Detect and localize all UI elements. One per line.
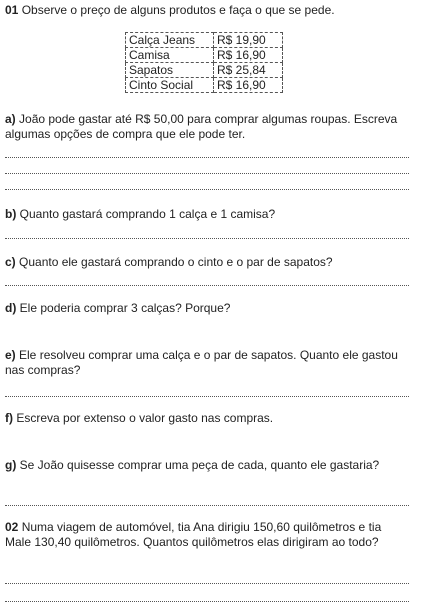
part-b bbox=[5, 207, 275, 221]
answer-line[interactable] bbox=[5, 189, 409, 190]
product-name: Camisa bbox=[126, 48, 214, 63]
part-d bbox=[5, 301, 230, 315]
answer-line[interactable] bbox=[5, 173, 409, 174]
part-letter: d) bbox=[5, 301, 17, 315]
answer-line[interactable] bbox=[5, 396, 409, 397]
answer-line[interactable] bbox=[5, 157, 409, 158]
part-f bbox=[5, 411, 273, 425]
question-number: 01 bbox=[5, 3, 19, 17]
answer-line[interactable] bbox=[5, 583, 409, 584]
part-letter: f) bbox=[5, 411, 13, 425]
answer-line[interactable] bbox=[5, 285, 409, 286]
question-number: 02 bbox=[5, 520, 19, 534]
table-row bbox=[126, 78, 283, 93]
question-text: Numa viagem de automóvel, tia Ana dirigiu 150,60 quilômetros e tia Male 130,40 quilômetros. Quantos quilômetros elas dirigiram ao todo? bbox=[5, 520, 382, 549]
product-price: R$ 19,90 bbox=[214, 33, 283, 48]
product-name: Calça Jeans bbox=[126, 33, 214, 48]
product-price: R$ 25,84 bbox=[214, 63, 283, 78]
part-c bbox=[5, 255, 333, 269]
part-letter: b) bbox=[5, 207, 17, 221]
part-letter: a) bbox=[5, 112, 16, 126]
product-name: Sapatos bbox=[126, 63, 214, 78]
question-02 bbox=[5, 520, 409, 550]
part-text: Ele resolveu comprar uma calça e o par de sapatos. Quanto ele gastou nas compras? bbox=[5, 348, 398, 377]
product-price: R$ 16,90 bbox=[214, 78, 283, 93]
product-name: Cinto Social bbox=[126, 78, 214, 93]
answer-line[interactable] bbox=[5, 505, 409, 506]
question-intro: Observe o preço de alguns produtos e faça o que se pede. bbox=[21, 3, 335, 17]
part-letter: g) bbox=[5, 458, 17, 472]
part-a bbox=[5, 112, 409, 142]
product-price: R$ 16,90 bbox=[214, 48, 283, 63]
part-text: Escreva por extenso o valor gasto nas compras. bbox=[16, 411, 274, 425]
table-row bbox=[126, 48, 283, 63]
answer-line[interactable] bbox=[5, 238, 409, 239]
part-letter: c) bbox=[5, 255, 16, 269]
price-table bbox=[125, 32, 283, 93]
table-row bbox=[126, 63, 283, 78]
part-text: Quanto gastará comprando 1 calça e 1 camisa? bbox=[19, 207, 276, 221]
part-text: Quanto ele gastará comprando o cinto e o par de sapatos? bbox=[19, 255, 333, 269]
answer-line[interactable] bbox=[5, 601, 409, 602]
part-g bbox=[5, 458, 409, 473]
question-01-heading bbox=[5, 3, 335, 17]
part-text: João pode gastar até R$ 50,00 para comprar algumas roupas. Escreva algumas opções de compra que ele pode ter. bbox=[5, 112, 398, 141]
part-text: Se João quisesse comprar uma peça de cada, quanto ele gastaria? bbox=[19, 458, 380, 472]
part-text: Ele poderia comprar 3 calças? Porque? bbox=[19, 301, 231, 315]
table-row bbox=[126, 33, 283, 48]
part-e bbox=[5, 348, 409, 378]
part-letter: e) bbox=[5, 348, 16, 362]
